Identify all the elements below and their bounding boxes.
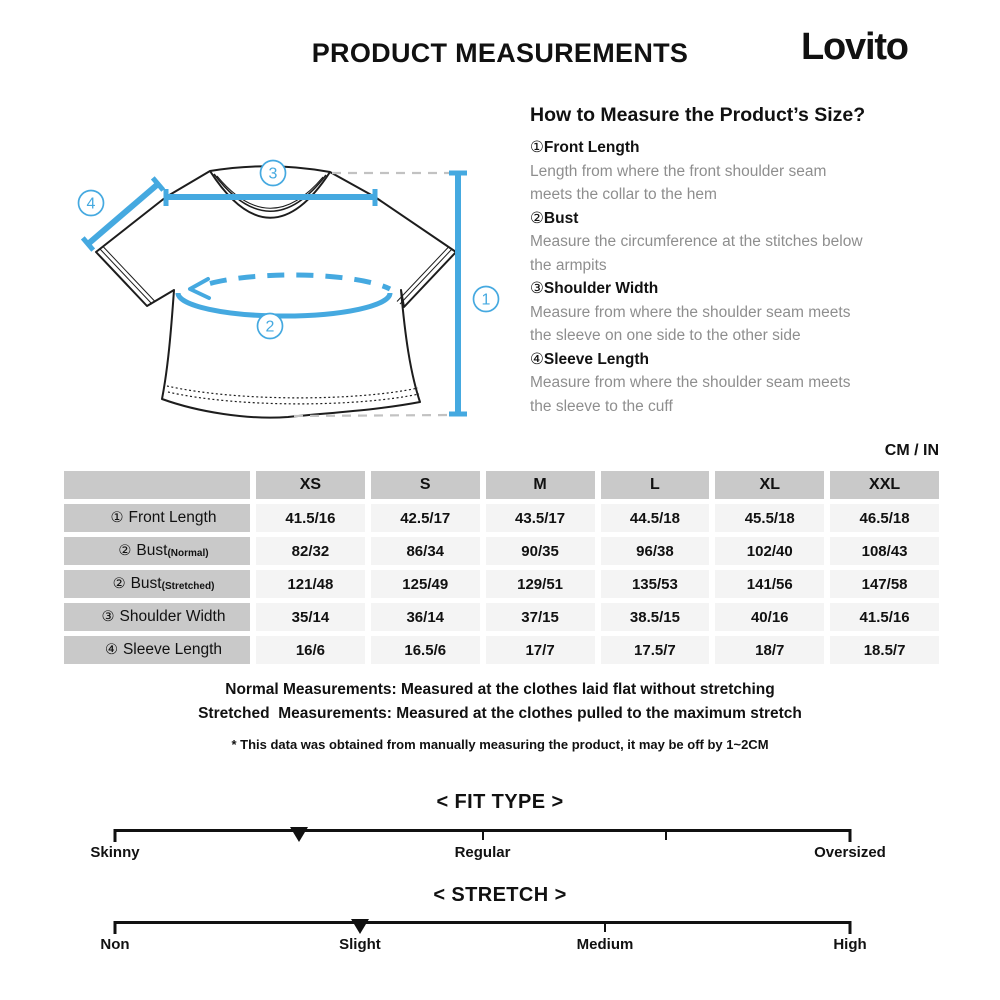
stretch-marker — [351, 919, 369, 934]
table-cell: 41.5/16 — [256, 504, 365, 532]
stretch-title: < STRETCH > — [433, 884, 567, 906]
stretch-track — [115, 921, 850, 924]
circled-number: ③ — [101, 609, 115, 625]
circled-number: ① — [110, 510, 124, 526]
circled-number: ② — [112, 576, 126, 592]
scale-label: Non — [100, 936, 130, 953]
column-header: XS — [256, 471, 365, 499]
column-header: S — [371, 471, 480, 499]
table-cell: 42.5/17 — [371, 504, 480, 532]
note-disclaimer: * This data was obtained from manually measuring the product, it may be off by 1~2CM — [231, 737, 769, 752]
row-label-front-length — [64, 504, 250, 532]
table-cell: 135/53 — [601, 570, 710, 598]
table-cell: 16/6 — [256, 636, 365, 664]
scale-end-tick — [849, 829, 852, 842]
row-label-sub: (Normal) — [167, 547, 209, 559]
column-header: XXL — [830, 471, 939, 499]
row-label-sleeve-length — [64, 636, 250, 664]
table-cell: 147/58 — [830, 570, 939, 598]
table-cell: 37/15 — [486, 603, 595, 631]
table-cell: 86/34 — [371, 537, 480, 565]
stretch-labels — [100, 936, 867, 956]
scale-label: Regular — [454, 844, 511, 861]
badge-sleeve-length: 4 — [86, 195, 96, 213]
column-header: XL — [715, 471, 824, 499]
table-cell: 18/7 — [715, 636, 824, 664]
table-cell: 40/16 — [715, 603, 824, 631]
table-cell: 17.5/7 — [601, 636, 710, 664]
guide-dash-bottom — [294, 415, 452, 416]
table-cell: 102/40 — [715, 537, 824, 565]
scale-label: Slight — [339, 936, 381, 953]
column-header-empty — [64, 471, 250, 499]
table-cell: 108/43 — [830, 537, 939, 565]
howto-item-desc: the sleeve on one side to the other side — [530, 327, 801, 344]
table-cell: 46.5/18 — [830, 504, 939, 532]
table-cell: 125/49 — [371, 570, 480, 598]
row-label-text: Bust — [130, 575, 162, 592]
scale-end-tick — [849, 921, 852, 934]
circled-number: ① — [530, 138, 544, 156]
circled-number: ② — [530, 208, 544, 227]
how-to-measure-section — [530, 102, 970, 418]
how-to-heading: How to Measure the Product’s Size? — [530, 104, 866, 126]
table-cell: 44.5/18 — [601, 504, 710, 532]
howto-item-title: Sleeve Length — [543, 350, 649, 368]
page-title: PRODUCT MEASUREMENTS — [311, 38, 689, 68]
howto-item-title: Front Length — [543, 139, 640, 156]
table-cell: 90/35 — [486, 537, 595, 565]
howto-item-title: Shoulder Width — [543, 280, 659, 297]
table-cell: 121/48 — [256, 570, 365, 598]
table-cell: 36/14 — [371, 603, 480, 631]
howto-item-label — [530, 348, 970, 372]
row-label-text: Front Length — [128, 509, 217, 526]
howto-item-label — [530, 207, 970, 231]
row-label-text: Sleeve Length — [122, 641, 223, 658]
column-header: L — [601, 471, 710, 499]
table-cell: 82/32 — [256, 537, 365, 565]
row-label-shoulder-width — [64, 603, 250, 631]
howto-item-label — [530, 136, 970, 160]
row-label-text: Shoulder Width — [119, 608, 226, 625]
scale-end-tick — [114, 829, 117, 842]
table-cell: 129/51 — [486, 570, 595, 598]
scale-tick — [604, 923, 606, 932]
circled-number: ③ — [530, 279, 544, 297]
row-label-text: Bust — [136, 542, 168, 559]
table-cell: 41.5/16 — [830, 603, 939, 631]
scale-tick — [665, 831, 667, 840]
row-label-bust-stretched — [64, 570, 250, 598]
table-cell: 96/38 — [601, 537, 710, 565]
badge-bust: 2 — [265, 318, 275, 336]
row-label-bust-normal — [64, 537, 250, 565]
table-cell: 45.5/18 — [715, 504, 824, 532]
note-stretched-measurements: Stretched Measurements: Measured at the clothes pulled to the maximum stretch — [198, 705, 802, 722]
howto-item-label — [530, 277, 970, 301]
badge-shoulder-width: 3 — [268, 165, 278, 183]
table-cell: 38.5/15 — [601, 603, 710, 631]
table-cell: 18.5/7 — [830, 636, 939, 664]
scale-label: Oversized — [814, 844, 886, 861]
fit-type-track — [115, 829, 850, 832]
table-cell: 35/14 — [256, 603, 365, 631]
tshirt-outline — [96, 166, 456, 417]
table-cell: 43.5/17 — [486, 504, 595, 532]
circled-number: ② — [118, 543, 132, 559]
fit-type-title: < FIT TYPE > — [436, 791, 564, 813]
note-normal-measurements: Normal Measurements: Measured at the clothes laid flat without stretching — [225, 681, 775, 698]
howto-item-desc: the sleeve to the cuff — [530, 397, 673, 415]
scale-label: High — [833, 936, 867, 953]
brand-logo: Lovito — [801, 26, 908, 68]
circled-number: ④ — [530, 349, 544, 368]
table-cell: 141/56 — [715, 570, 824, 598]
scale-label: Skinny — [90, 844, 140, 861]
fit-type-marker — [290, 827, 308, 842]
howto-item-desc: the armpits — [530, 256, 607, 274]
scale-label: Medium — [576, 936, 634, 953]
size-table — [64, 471, 939, 664]
howto-item-desc: Measure from where the shoulder seam meets — [530, 374, 851, 391]
fit-type-labels — [90, 844, 886, 864]
circled-number: ④ — [104, 642, 118, 658]
howto-item-desc: Length from where the front shoulder seam — [530, 162, 827, 180]
scale-tick — [482, 831, 484, 840]
howto-item-desc: Measure from where the shoulder seam meets — [530, 303, 851, 321]
howto-item-title: Bust — [543, 209, 579, 227]
badge-front-length: 1 — [481, 291, 491, 309]
howto-item-desc: meets the collar to the hem — [530, 186, 717, 203]
table-cell: 16.5/6 — [371, 636, 480, 664]
table-cell: 17/7 — [486, 636, 595, 664]
column-header: M — [486, 471, 595, 499]
row-label-sub: (Stretched) — [161, 580, 215, 592]
scale-end-tick — [114, 921, 117, 934]
unit-label: CM / IN — [884, 442, 939, 459]
howto-item-desc: Measure the circumference at the stitches below — [530, 233, 863, 250]
tshirt-diagram — [58, 140, 520, 442]
